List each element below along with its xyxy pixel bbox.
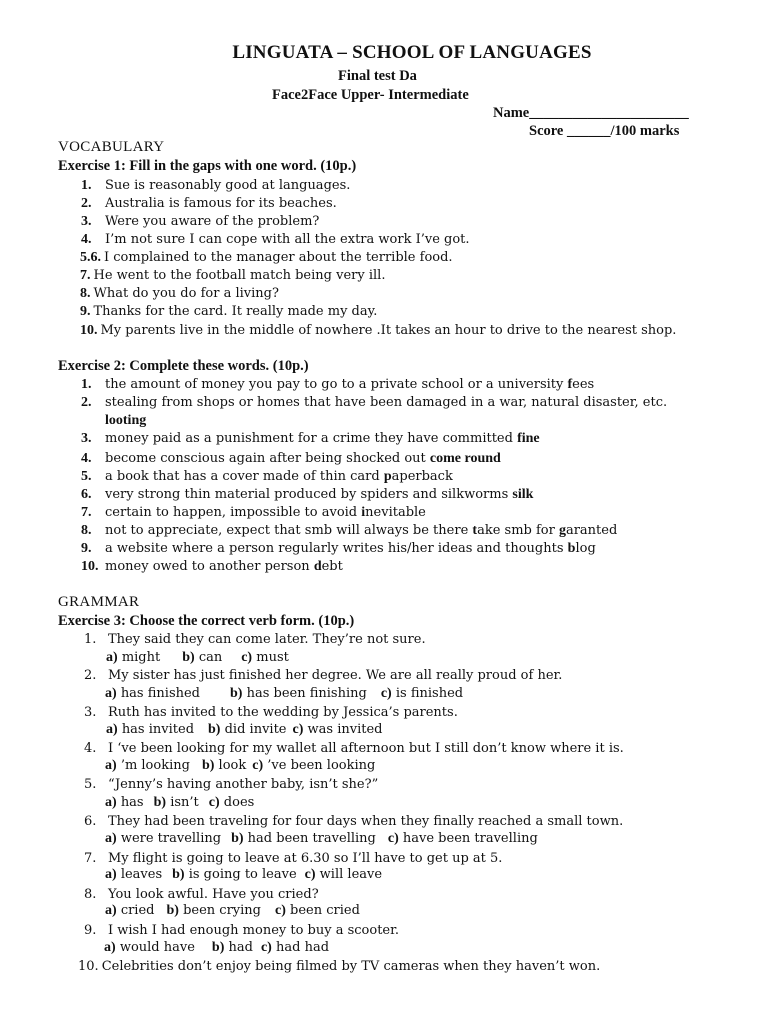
item-number: 10. xyxy=(80,323,98,338)
item-number: 3. xyxy=(84,705,97,720)
course-title: Face2Face Upper- Intermediate xyxy=(272,87,469,103)
option-b xyxy=(172,867,297,882)
option-letter: c) xyxy=(260,940,272,955)
answer-letter: d xyxy=(313,559,322,574)
option-letter: c) xyxy=(292,722,304,737)
answer-rest: aranted xyxy=(565,523,618,538)
item-text: My parents live in the middle of nowhere .It takes an hour to drive to the nearest shop. xyxy=(100,323,677,338)
question xyxy=(84,813,623,830)
option-c xyxy=(252,758,375,773)
option-b xyxy=(182,650,222,665)
answer-letter: f xyxy=(567,377,573,392)
item-number: 1. xyxy=(81,178,92,193)
item-text: What do you do for a living? xyxy=(93,286,279,301)
exercise-2-title: Exercise 2: Complete these words. (10p.) xyxy=(58,358,309,374)
option-text: has been finishing xyxy=(246,686,367,701)
option-text: will leave xyxy=(319,867,383,882)
item-definition: not to appreciate, expect that smb will always be there xyxy=(105,523,473,538)
option-b xyxy=(154,795,199,810)
answer-letter: silk xyxy=(512,487,534,502)
option-letter: a) xyxy=(105,903,117,918)
option-letter: c) xyxy=(208,795,220,810)
item-text: Celebrities don’t enjoy being filmed by TV cameras when they haven’t won. xyxy=(101,959,601,974)
item-number: 2. xyxy=(81,395,92,410)
item-number: 8. xyxy=(84,887,97,902)
item-text: My sister has just finished her degree. We are all really proud of her. xyxy=(108,668,563,683)
option-letter: b) xyxy=(153,795,167,810)
exercise-3-title: Exercise 3: Choose the correct verb form. (10p.) xyxy=(58,613,355,629)
option-text: ’ve been looking xyxy=(267,758,376,773)
answer-rest: ees xyxy=(572,377,595,392)
option-b xyxy=(208,722,286,737)
list-item xyxy=(81,558,343,575)
answer-rest: ake smb for xyxy=(477,523,559,538)
option-text: have been travelling xyxy=(402,831,538,846)
item-text xyxy=(105,559,343,574)
answer-options xyxy=(106,722,382,738)
option-letter: a) xyxy=(106,722,118,737)
list-item xyxy=(80,322,676,339)
option-letter: b) xyxy=(166,903,179,918)
item-number: 9. xyxy=(80,304,91,319)
option-b xyxy=(230,686,367,701)
item-number: 10. xyxy=(81,559,99,574)
item-text: You look awful. Have you cried? xyxy=(108,887,319,902)
answer-options xyxy=(106,650,289,666)
option-text: had been travelling xyxy=(247,831,376,846)
answer-options xyxy=(105,867,382,883)
option-text: were travelling xyxy=(120,831,222,846)
item-text: Australia is famous for its beaches. xyxy=(105,196,337,211)
list-item xyxy=(81,394,667,411)
score-field: Score ______/100 marks xyxy=(529,123,680,139)
option-text: has finished xyxy=(120,686,200,701)
option-a xyxy=(106,650,160,665)
item-text: Thanks for the card. It really made my day. xyxy=(93,304,378,319)
list-item xyxy=(81,504,426,521)
option-letter: b) xyxy=(182,650,195,665)
item-text: I complained to the manager about the terrible food. xyxy=(104,250,453,265)
item-text xyxy=(105,469,453,484)
option-a xyxy=(106,722,194,737)
option-letter: b) xyxy=(231,831,244,846)
item-number: 4. xyxy=(84,741,97,756)
option-c xyxy=(293,722,383,737)
item-text: Were you aware of the problem? xyxy=(105,214,320,229)
item-number: 5. xyxy=(81,469,92,484)
option-a xyxy=(105,758,190,773)
answer-letter: come round xyxy=(429,451,501,466)
option-b xyxy=(202,758,246,773)
item-definition: a book that has a cover made of thin card xyxy=(105,469,384,484)
item-text xyxy=(105,431,540,446)
option-text: might xyxy=(121,650,161,665)
option-letter: b) xyxy=(201,758,215,773)
option-c xyxy=(388,831,538,846)
question xyxy=(78,958,600,975)
list-item xyxy=(81,450,501,467)
answer-letter: b xyxy=(567,541,576,556)
option-text: look xyxy=(218,758,247,773)
item-text: They said they can come later. They’re not sure. xyxy=(108,632,426,647)
option-text: ’m looking xyxy=(120,758,190,773)
list-item xyxy=(81,468,453,485)
question xyxy=(84,850,502,867)
answer-letter: p xyxy=(383,469,392,484)
item-number: 7. xyxy=(84,851,97,866)
item-text: My flight is going to leave at 6.30 so I’ll have to get up at 5. xyxy=(108,851,503,866)
option-b xyxy=(231,831,376,846)
item-number: 1. xyxy=(84,632,97,647)
list-item xyxy=(81,213,319,230)
option-c xyxy=(381,686,463,701)
question xyxy=(84,922,399,939)
item-number: 1. xyxy=(81,377,92,392)
option-text: does xyxy=(223,795,255,810)
item-text: I wish I had enough money to buy a scooter. xyxy=(108,923,400,938)
list-item xyxy=(81,376,594,393)
option-text: has xyxy=(120,795,144,810)
option-letter: a) xyxy=(105,758,117,773)
option-a xyxy=(105,686,200,701)
option-letter: a) xyxy=(105,686,117,701)
item-definition: money paid as a punishment for a crime they have committed xyxy=(105,431,518,446)
item-text xyxy=(105,377,594,392)
exercise-1-title: Exercise 1: Fill in the gaps with one word. (10p.) xyxy=(58,158,357,174)
option-letter: b) xyxy=(211,940,225,955)
list-item xyxy=(81,430,540,447)
answer-letter: t xyxy=(472,523,478,538)
item-text xyxy=(105,541,596,556)
item-text: Ruth has invited to the wedding by Jessica’s parents. xyxy=(108,705,458,720)
answer-rest: log xyxy=(575,541,596,556)
option-letter: a) xyxy=(106,650,118,665)
list-item xyxy=(81,195,337,212)
list-item xyxy=(81,231,470,248)
item-definition: certain to happen, impossible to avoid xyxy=(105,505,362,520)
option-text: must xyxy=(256,650,289,665)
vocabulary-heading: VOCABULARY xyxy=(58,139,165,155)
answer-options xyxy=(105,903,360,919)
item-text xyxy=(105,487,533,502)
option-text: is finished xyxy=(395,686,464,701)
item-text: I’m not sure I can cope with all the extra work I’ve got. xyxy=(105,232,470,247)
answer-rest: ebt xyxy=(321,559,343,574)
question xyxy=(84,776,378,793)
item-number: 2. xyxy=(84,668,97,683)
option-c xyxy=(261,940,329,955)
answer-options xyxy=(104,940,329,956)
question xyxy=(84,886,319,903)
item-number: 7. xyxy=(81,505,92,520)
option-a xyxy=(105,831,221,846)
list-item xyxy=(80,267,385,284)
answer-letter: g xyxy=(558,523,566,538)
question xyxy=(84,704,458,721)
item-number: 3. xyxy=(81,214,92,229)
item-text: They had been traveling for four days when they finally reached a small town. xyxy=(108,814,624,829)
option-text: can xyxy=(198,650,223,665)
option-text: been crying xyxy=(183,903,261,918)
item-definition: a website where a person regularly writes his/her ideas and thoughts xyxy=(105,541,568,556)
list-item xyxy=(81,486,533,503)
answer-options xyxy=(105,795,254,811)
option-letter: a) xyxy=(105,831,117,846)
item-number: 4. xyxy=(81,232,92,247)
answer-options xyxy=(105,831,538,847)
option-a xyxy=(105,903,154,918)
option-text: was invited xyxy=(307,722,383,737)
name-field: Name______________________ xyxy=(493,105,689,121)
item-number: 6. xyxy=(81,487,92,502)
answer-letter: fine xyxy=(517,431,540,446)
option-letter: c) xyxy=(274,903,286,918)
item-text xyxy=(105,451,501,466)
item-number: 2. xyxy=(81,196,92,211)
answer-word: looting xyxy=(105,413,147,428)
answer-options xyxy=(105,686,463,702)
option-letter: b) xyxy=(230,686,243,701)
option-letter: b) xyxy=(208,722,221,737)
option-text: cried xyxy=(120,903,155,918)
option-a xyxy=(105,795,144,810)
answer-rest: nevitable xyxy=(365,505,426,520)
option-letter: a) xyxy=(105,795,117,810)
grammar-heading: GRAMMAR xyxy=(58,594,140,610)
option-letter: c) xyxy=(252,758,264,773)
item-definition: stealing from shops or homes that have been damaged in a war, natural disaster, etc. xyxy=(105,395,668,410)
item-number: 8. xyxy=(81,523,92,538)
item-definition: become conscious again after being shocked out xyxy=(105,451,430,466)
item-definition: the amount of money you pay to go to a private school or a university xyxy=(105,377,568,392)
option-a xyxy=(104,940,195,955)
option-text: leaves xyxy=(120,867,163,882)
item-text: I ‘ve been looking for my wallet all afternoon but I still don’t know where it is. xyxy=(108,741,624,756)
answer-rest: aperback xyxy=(391,469,453,484)
item-definition: money owed to another person xyxy=(105,559,314,574)
option-text: would have xyxy=(119,940,195,955)
item-number: 6. xyxy=(84,814,97,829)
option-letter: c) xyxy=(241,650,253,665)
option-c xyxy=(241,650,289,665)
option-letter: c) xyxy=(387,831,399,846)
item-text: He went to the football match being very ill. xyxy=(93,268,386,283)
item-number: 9. xyxy=(84,923,97,938)
item-number: 8. xyxy=(80,286,91,301)
option-c xyxy=(209,795,255,810)
option-text: had xyxy=(228,940,253,955)
item-text xyxy=(105,395,667,410)
option-c xyxy=(275,903,360,918)
item-text xyxy=(105,523,617,538)
item-text: Sue is reasonably good at languages. xyxy=(105,178,351,193)
question xyxy=(84,631,426,648)
option-letter: c) xyxy=(380,686,392,701)
list-item xyxy=(80,249,453,266)
option-letter: a) xyxy=(104,940,116,955)
option-text: did invite xyxy=(224,722,287,737)
option-b xyxy=(166,903,261,918)
answer-letter: i xyxy=(361,505,366,520)
list-item xyxy=(81,540,596,557)
option-text: has invited xyxy=(121,722,195,737)
item-number: 3. xyxy=(81,431,92,446)
item-number: 5.6. xyxy=(80,250,101,265)
test-title: Final test Da xyxy=(338,68,417,84)
list-item xyxy=(80,285,279,302)
item-number: 10. xyxy=(78,959,99,974)
list-item xyxy=(81,177,350,194)
list-item xyxy=(80,303,377,320)
question xyxy=(84,667,562,684)
option-text: had had xyxy=(276,940,330,955)
option-a xyxy=(105,867,162,882)
item-number: 9. xyxy=(81,541,92,556)
option-text: been cried xyxy=(290,903,360,918)
option-text: is going to leave xyxy=(188,867,297,882)
option-c xyxy=(305,867,382,882)
school-title: LINGUATA – SCHOOL OF LANGUAGES xyxy=(232,42,592,63)
item-number: 7. xyxy=(80,268,91,283)
item-definition: very strong thin material produced by spiders and silkworms xyxy=(105,487,513,502)
option-text: isn’t xyxy=(170,795,199,810)
question xyxy=(84,740,624,757)
item-number: 5. xyxy=(84,777,97,792)
item-text: “Jenny’s having another baby, isn’t she?” xyxy=(108,777,379,792)
option-letter: a) xyxy=(105,867,117,882)
item-number: 4. xyxy=(81,451,92,466)
option-letter: c) xyxy=(304,867,316,882)
option-b xyxy=(212,940,253,955)
answer-options xyxy=(105,758,375,774)
list-item xyxy=(81,522,617,539)
item-text xyxy=(105,505,426,520)
option-letter: b) xyxy=(172,867,185,882)
